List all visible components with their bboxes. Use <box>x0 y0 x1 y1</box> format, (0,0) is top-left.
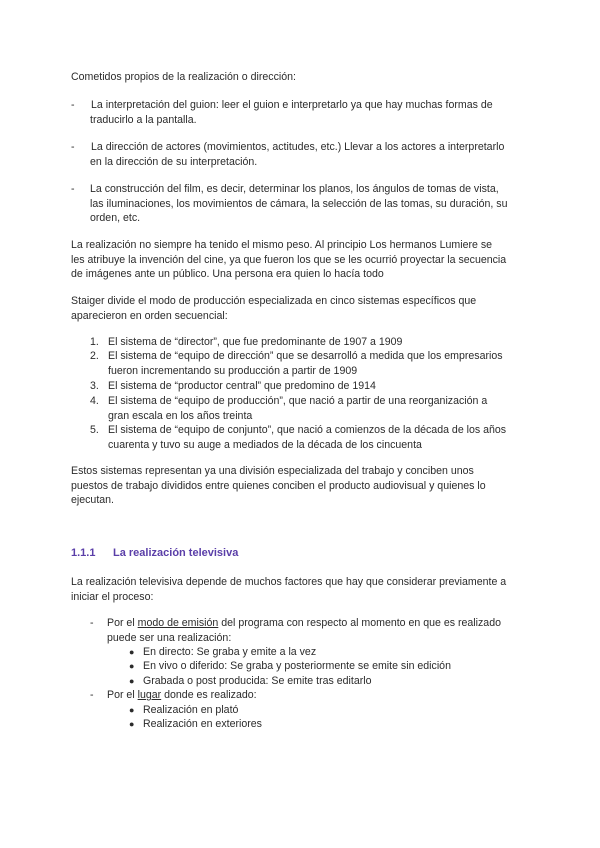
text-line: aparecieron en orden secuencial: <box>71 309 228 322</box>
text-line: orden, etc. <box>90 212 141 225</box>
sub-list-item: Realización en plató <box>143 704 239 716</box>
section-title: La realización televisiva <box>113 547 239 559</box>
text-line: La dirección de actores (movimientos, actitudes, etc.) Llevar a los actores a interpretarlo <box>91 141 505 153</box>
text-line: traducirlo a la pantalla. <box>90 113 197 126</box>
list-number: 1. <box>90 336 99 348</box>
text-line <box>107 616 501 631</box>
criteria-item <box>107 688 257 703</box>
text-line: El sistema de “equipo de conjunto”, que nació a comienzos de la década de los años <box>108 424 507 436</box>
criteria-prefix: Por el <box>107 689 138 701</box>
text-line: Staiger divide el modo de producción especializada en cinco sistemas específicos que <box>71 295 477 307</box>
bullet-icon: ● <box>129 661 135 671</box>
text-line: puede ser una realización: <box>107 631 232 644</box>
text-line: El sistema de “equipo de dirección” que se desarrolló a medida que los empresarios <box>108 350 503 362</box>
criteria-suffix: del programa con respecto al momento en que es realizado <box>218 617 501 629</box>
dash-list-item <box>90 98 493 127</box>
paragraph <box>71 294 476 323</box>
numbered-list-item <box>108 423 506 452</box>
section-number: 1.1.1 <box>71 547 96 559</box>
text-line: El sistema de “equipo de producción”, que nació a partir de una reorganización a <box>108 395 488 407</box>
sub-list-item: En vivo o diferido: Se graba y posteriormente se emite sin edición <box>143 660 451 672</box>
dash-marker: - <box>71 99 75 111</box>
numbered-list-item <box>108 335 402 350</box>
sub-list-item: Grabada o post producida: Se emite tras editarlo <box>143 675 372 687</box>
list-number: 2. <box>90 350 99 362</box>
bullet-icon: ● <box>129 719 135 729</box>
criteria-key-term: modo de emisión <box>137 617 219 629</box>
text-line: fueron incrementando su producción a partir de 1909 <box>108 364 358 377</box>
sub-list-item: Realización en exteriores <box>143 718 262 730</box>
text-line: Cometidos propios de la realización o dirección: <box>71 71 296 83</box>
dash-marker: - <box>71 141 75 153</box>
bullet-icon: ● <box>129 647 135 657</box>
criteria-prefix: Por el <box>107 617 138 629</box>
dash-list-item <box>90 182 507 226</box>
text-line: La interpretación del guion: leer el guion e interpretarlo ya que hay muchas formas de <box>91 99 493 111</box>
bullet-icon: ● <box>129 676 135 686</box>
dash-marker: - <box>90 689 94 701</box>
text-line: Estos sistemas representan ya una división especializada del trabajo y conciben unos <box>71 465 474 477</box>
text-line <box>107 688 257 703</box>
dash-list-item <box>90 140 504 169</box>
numbered-list-item <box>108 349 503 378</box>
sub-list-item: En directo: Se graba y emite a la vez <box>143 646 317 658</box>
criteria-item <box>107 616 501 645</box>
text-line: La realización televisiva depende de muchos factores que hay que considerar previamente a <box>71 576 507 588</box>
dash-marker: - <box>71 183 75 195</box>
text-line: El sistema de “productor central” que predomino de 1914 <box>108 380 376 392</box>
text-line: cuarenta y tuvo su auge a mediados de la década de los cincuenta <box>108 438 422 451</box>
paragraph <box>71 464 486 508</box>
numbered-list-item <box>108 379 376 394</box>
paragraph <box>71 238 506 282</box>
numbered-list-item <box>108 394 487 423</box>
text-line: en la dirección de su interpretación. <box>90 155 258 168</box>
intro-paragraph <box>71 70 296 85</box>
text-line: ejecutan. <box>71 494 114 507</box>
text-line: de imágenes ante un público. Una persona era quien lo hacía todo <box>71 268 384 281</box>
bullet-icon: ● <box>129 705 135 715</box>
list-number: 4. <box>90 395 99 407</box>
text-line: gran escala en los años treinta <box>108 409 253 422</box>
text-line: puestos de trabajo divididos entre quienes conciben el producto audiovisual y quienes lo <box>71 479 486 492</box>
list-number: 5. <box>90 424 99 436</box>
criteria-suffix: donde es realizado: <box>161 689 257 701</box>
criteria-key-term: lugar <box>137 689 162 701</box>
text-line: La realización no siempre ha tenido el mismo peso. Al principio Los hermanos Lumiere se <box>71 239 493 251</box>
text-line: El sistema de “director”, que fue predominante de 1907 a 1909 <box>108 336 403 348</box>
text-line: iniciar el proceso: <box>71 590 154 603</box>
text-line: les atribuye la invención del cine, ya que fueron los que se les ocurrió proyectar la secuencia <box>71 253 507 266</box>
text-line: La construcción del film, es decir, determinar los planos, los ángulos de tomas de vista, <box>90 183 499 195</box>
dash-marker: - <box>90 617 94 629</box>
paragraph <box>71 575 506 604</box>
text-line: las iluminaciones, los movimientos de cámara, la selección de las tomas, su duración, su <box>90 197 508 210</box>
list-number: 3. <box>90 380 99 392</box>
